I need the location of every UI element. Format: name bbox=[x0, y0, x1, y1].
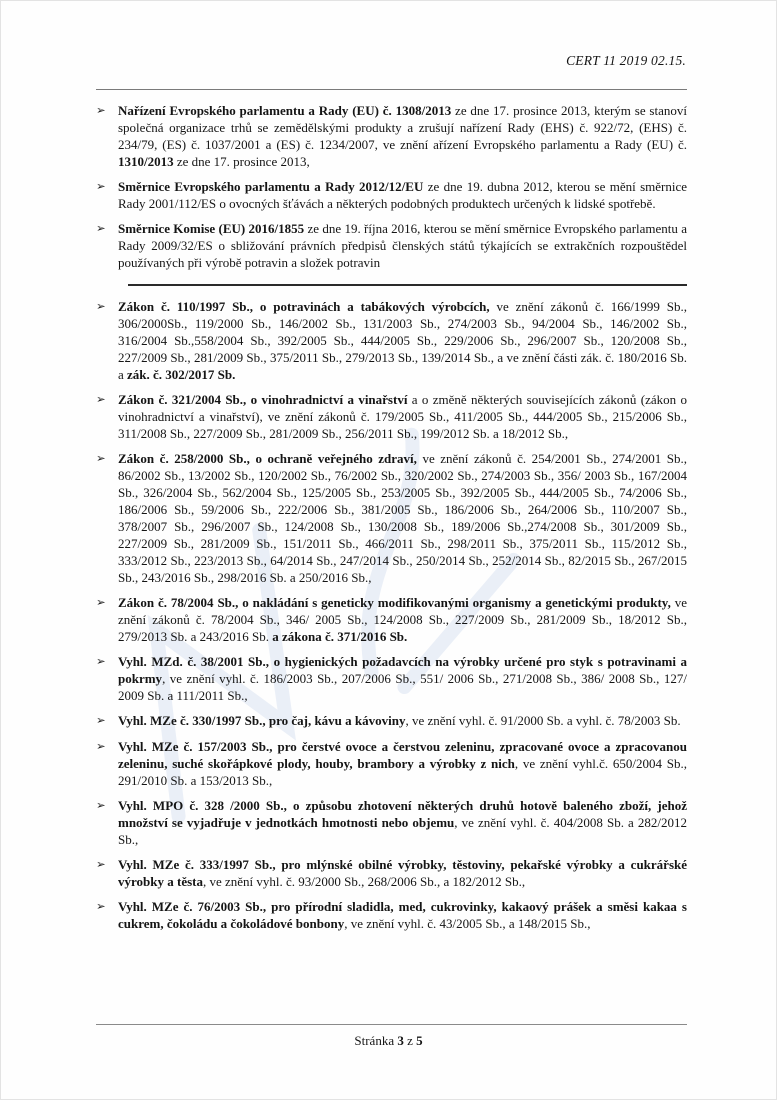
item-text: Nařízení Evropského parlamentu a Rady (EU) č. 1308/2013 ze dne 17. prosince 2013, kterým se stanoví společná organizace trhů se zemědělskými produkty a zrušují nařízení Rady (EHS) č. 922/72, (EHS) č. 234/79, (ES) č. 1037/2001 a (ES) č. 1234/2007, ve znění ařízení Evropského parlamentu a Rady (EU) č. 1310/2013 ze dne 17. prosince 2013, bbox=[118, 103, 687, 169]
regulation-lists bbox=[96, 102, 687, 940]
item-text: Vyhl. MZe č. 333/1997 Sb., pro mlýnské obilné výrobky, těstoviny, pekařské výrobky a cukrářské výrobky a těsta, ve znění vyhl. č. 93/2000 Sb., 268/2006 Sb., a 182/2012 Sb., bbox=[118, 857, 687, 889]
arrow-bullet-icon: ➢ bbox=[96, 800, 106, 812]
item-text: Zákon č. 258/2000 Sb., o ochraně veřejného zdraví, ve znění zákonů č. 254/2001 Sb., 274/2001 Sb., 86/2002 Sb., 13/2002 Sb., 120/2002 Sb., 76/2002 Sb., 320/2002 Sb., 274/2003 Sb., 356/ 2003 Sb., 167/2004 Sb., 326/2004 Sb., 562/2004 Sb., 125/2005 Sb., 253/2005 Sb., 392/2005 Sb., 444/2005 Sb., 74/2006 Sb., 186/2006 Sb., 59/2006 Sb., 222/2006 Sb., 381/2005 Sb., 186/2006 Sb., 264/2006 Sb., 110/2007 Sb., 378/2007 Sb., 296/2007 Sb., 124/2008 Sb., 130/2008 Sb., 189/2006 Sb.,274/2008 Sb., 301/2009 Sb., 227/2009 Sb., 281/2009 Sb., 151/2011 Sb., 466/2011 Sb., 298/2011 Sb., 375/2011 Sb., 115/2012 Sb., 333/2012 Sb., 223/2013 Sb., 64/2014 Sb., 247/2014 Sb., 250/2014 Sb., 252/2014 Sb., 82/2015 Sb., 267/2015 Sb., 243/2016 Sb., 298/2016 Sb. a 250/2016 Sb., bbox=[118, 451, 687, 585]
list-item bbox=[96, 220, 687, 271]
list-item bbox=[96, 594, 687, 645]
list-item bbox=[96, 653, 687, 704]
national-laws-list bbox=[96, 298, 687, 932]
item-text: Zákon č. 110/1997 Sb., o potravinách a tabákových výrobcích, ve znění zákonů č. 166/1999 Sb., 306/2000Sb., 119/2000 Sb., 146/2002 Sb., 131/2003 Sb., 274/2003 Sb., 94/2004 Sb., 146/2002 Sb., 316/2004 Sb.,558/2004 Sb., 392/2005 Sb., 444/2005 Sb., 229/2006 Sb., 296/2007 Sb., 120/2008 Sb., 227/2009 Sb., 281/2009 Sb., 375/2011 Sb., 279/2013 Sb., 139/2014 Sb., a ve znění části zák. č. 180/2016 Sb. a zák. č. 302/2017 Sb. bbox=[118, 299, 687, 382]
footer-of-label: z bbox=[403, 1033, 417, 1048]
item-text: Vyhl. MZe č. 76/2003 Sb., pro přírodní sladidla, med, cukrovinky, kakaový prášek a směsi kakaa s cukrem, čokoládu a čokoládové bonbony, ve znění vyhl. č. 43/2005 Sb., a 148/2015 Sb., bbox=[118, 899, 687, 931]
list-item bbox=[96, 391, 687, 442]
footer-label: Stránka bbox=[354, 1033, 398, 1048]
item-text: Vyhl. MZd. č. 38/2001 Sb., o hygienických požadavcích na výrobky určené pro styk s potravinami a pokrmy, ve znění vyhl. č. 186/2003 Sb., 207/2006 Sb., 551/ 2006 Sb., 271/2008 Sb., 386/ 2008 Sb., 127/ 2009 Sb. a 111/2011 Sb., bbox=[118, 654, 687, 703]
arrow-bullet-icon: ➢ bbox=[96, 859, 106, 871]
list-item bbox=[96, 450, 687, 586]
list-item bbox=[96, 178, 687, 212]
list-item bbox=[96, 898, 687, 932]
item-text: Vyhl. MPO č. 328 /2000 Sb., o způsobu zhotovení některých druhů hotově baleného zboží, jehož množství se vyjadřuje v jednotkách hmotnosti nebo objemu, ve znění vyhl. č. 404/2008 Sb. a 282/2012 Sb., bbox=[118, 798, 688, 847]
arrow-bullet-icon: ➢ bbox=[96, 105, 106, 117]
page-footer bbox=[1, 1033, 776, 1049]
item-text: Směrnice Komise (EU) 2016/1855 ze dne 19. října 2016, kterou se mění směrnice Evropského parlamentu a Rady 2009/32/ES o sbližování právních předpisů členských států týkajících se extrakčních rozpouštědel používaných při výrobě potravin a složek potravin bbox=[118, 221, 687, 270]
item-text: Směrnice Evropského parlamentu a Rady 2012/12/EU ze dne 19. dubna 2012, kterou se mění směrnice Rady 2001/112/ES o ovocných šťávách a některých podobných produktech určených k lidské spotřebě. bbox=[118, 179, 687, 211]
list-item bbox=[96, 856, 687, 890]
footer-total-pages: 5 bbox=[416, 1033, 423, 1048]
list-item bbox=[96, 298, 687, 383]
arrow-bullet-icon: ➢ bbox=[96, 453, 106, 465]
list-item bbox=[96, 797, 687, 848]
item-text: Vyhl. MZe č. 157/2003 Sb., pro čerstvé ovoce a čerstvou zeleninu, zpracované ovoce a zpracovanou zeleninu, suché skořápkové plody, houby, brambory a výrobky z nich, ve znění vyhl.č. 650/2004 Sb., 291/2010 Sb. a 153/2013 Sb., bbox=[118, 739, 687, 788]
list-item bbox=[96, 102, 687, 170]
arrow-bullet-icon: ➢ bbox=[96, 741, 106, 753]
arrow-bullet-icon: ➢ bbox=[96, 597, 106, 609]
header-divider-line bbox=[96, 89, 687, 90]
item-text: Vyhl. MZe č. 330/1997 Sb., pro čaj, kávu a kávoviny, ve znění vyhl. č. 91/2000 Sb. a vyhl. č. 78/2003 Sb. bbox=[118, 713, 681, 728]
arrow-bullet-icon: ➢ bbox=[96, 656, 106, 668]
list-item bbox=[96, 712, 687, 730]
list-item bbox=[96, 738, 687, 789]
arrow-bullet-icon: ➢ bbox=[96, 394, 106, 406]
arrow-bullet-icon: ➢ bbox=[96, 715, 106, 727]
section-divider-line bbox=[128, 284, 687, 286]
arrow-bullet-icon: ➢ bbox=[96, 301, 106, 313]
footer-divider-line bbox=[96, 1024, 687, 1025]
item-text: Zákon č. 78/2004 Sb., o nakládání s geneticky modifikovanými organismy a genetickými produkty, ve znění zákonů č. 78/2004 Sb., 346/ 2005 Sb., 124/2008 Sb., 227/2009 Sb., 281/2009 Sb., 18/2012 Sb., 279/2013 Sb. a 243/2016 Sb. a zákona č. 371/2016 Sb. bbox=[118, 595, 687, 644]
document-reference-header: CERT 11 2019 02.15. bbox=[566, 53, 686, 68]
arrow-bullet-icon: ➢ bbox=[96, 223, 106, 235]
arrow-bullet-icon: ➢ bbox=[96, 901, 106, 913]
footer-page-number: 3 bbox=[397, 1033, 404, 1048]
eu-regulations-list bbox=[96, 102, 687, 271]
arrow-bullet-icon: ➢ bbox=[96, 181, 106, 193]
item-text: Zákon č. 321/2004 Sb., o vinohradnictví a vinařství a o změně některých souvisejících zákonů (zákon o vinohradnictví a vinařství), ve znění zákonů č. 179/2005 Sb., 411/2005 Sb., 444/2005 Sb., 215/2006 Sb., 311/2008 Sb., 227/2009 Sb., 281/2009 Sb., 256/2011 Sb., 199/2012 Sb. a 18/2012 Sb., bbox=[118, 392, 687, 441]
